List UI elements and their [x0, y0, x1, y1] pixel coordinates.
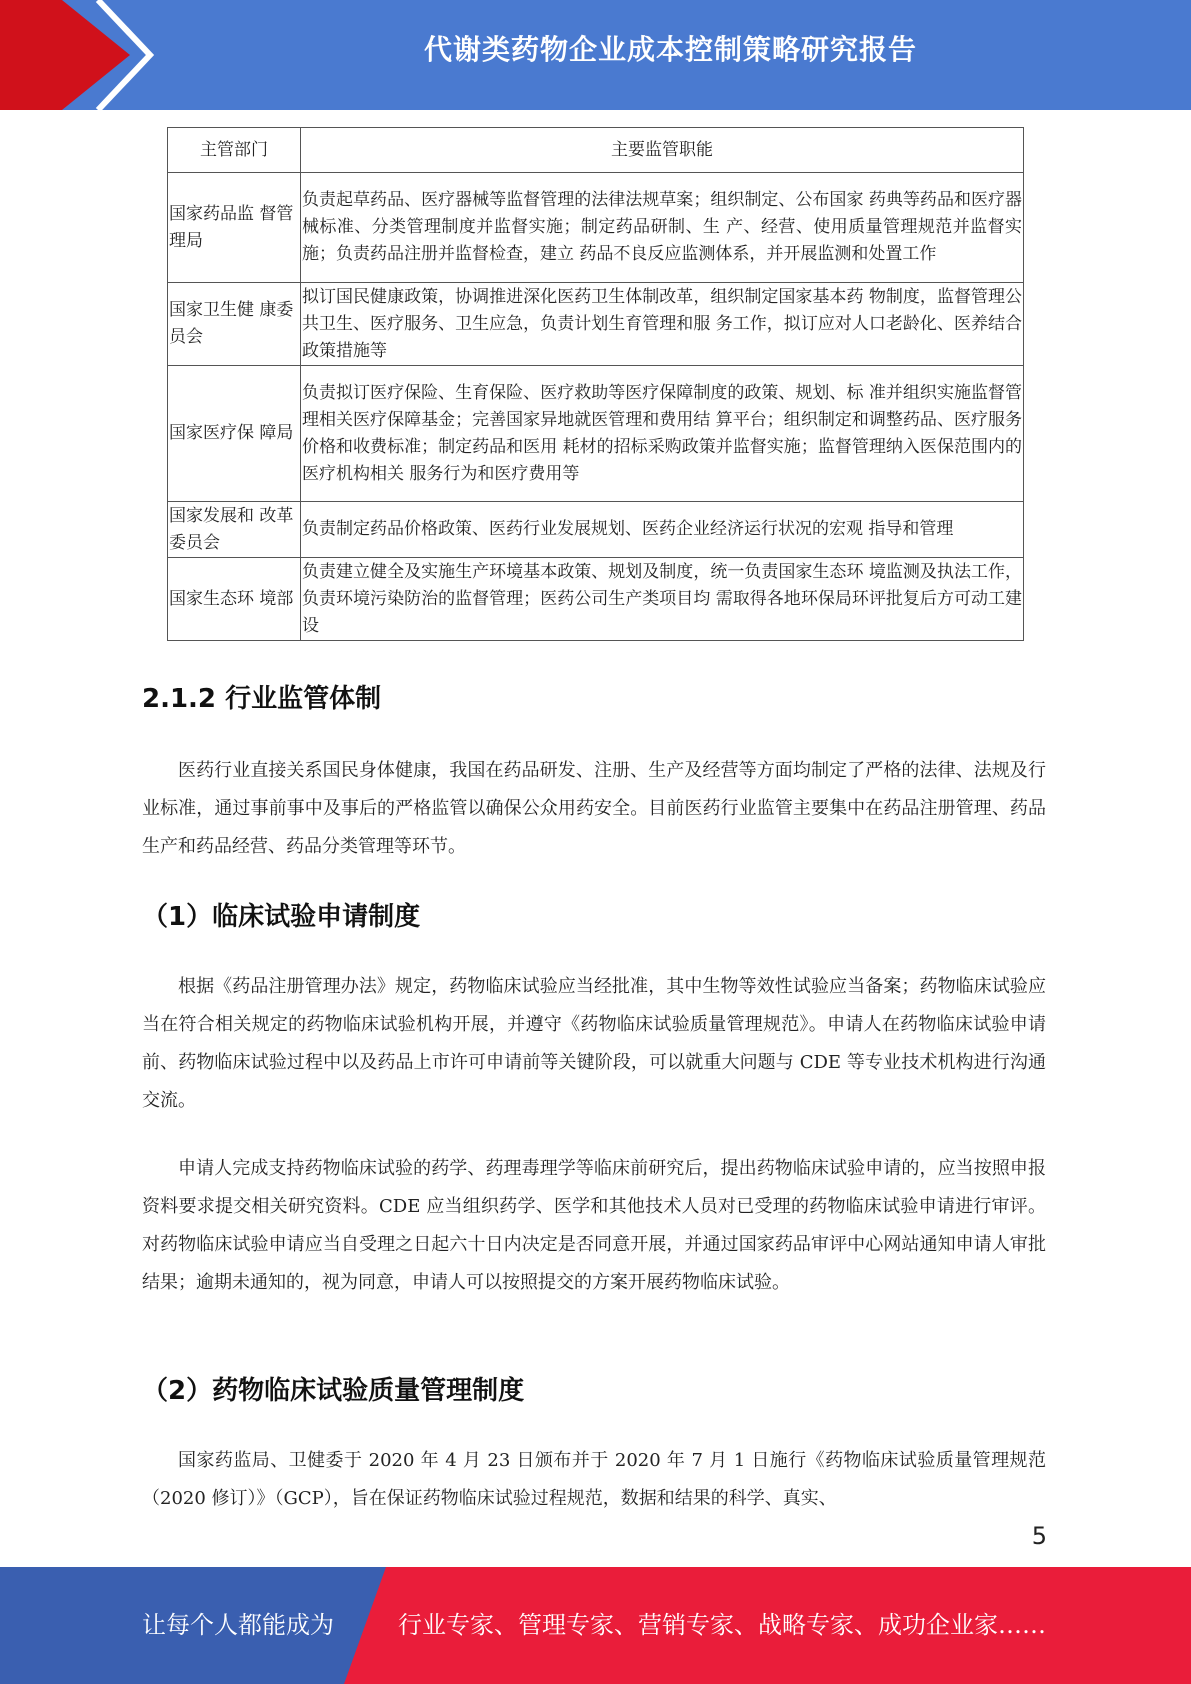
footer-slogan-right: 行业专家、管理专家、营销专家、战略专家、成功企业家…… — [398, 1611, 1046, 1639]
subsection-paragraph: 根据《药品注册管理办法》规定，药物临床试验应当经批准，其中生物等效性试验应当备案；药物临床试验应当在符合相关规定的药物临床试验机构开展，并遵守《药物临床试验质量管理规范》。申请人在药物临床试验申请前、药物临床试验过程中以及药品上市许可申请前等关键阶段，可以就重大问题与 CDE 等专业技术机构进行沟通交流。 — [142, 976, 1046, 1111]
subsection-paragraph: 申请人完成支持药物临床试验的药学、药理毒理学等临床前研究后，提出药物临床试验申请的，应当按照申报资料要求提交相关研究资料。CDE 应当组织药学、医学和其他技术人员对已受理的药物临床试验申请进行审评。对药物临床试验申请应当自受理之日起六十日内决定是否同意开展，并通过国家药品审评中心网站通知申请人审批结果；逾期未通知的，视为同意，申请人可以按照提交的方案开展药物临床试验。 — [142, 1158, 1046, 1293]
duty-cell: 负责起草药品、医疗器械等监督管理的法律法规草案；组织制定、公布国家 药典等药品和医疗器械标准、分类管理制度并监督实施；制定药品研制、生 产、经营、使用质量管理规范并监督实施；负责药品注册并监督检查，建立 药品不良反应监测体系，并开展监测和处置工作 — [301, 173, 1024, 283]
dept-cell: 国家卫生健 康委员会 — [168, 283, 301, 366]
footer-slogan-left: 让每个人都能成为 — [142, 1611, 334, 1639]
table-row — [168, 173, 1024, 283]
dept-cell: 国家生态环 境部 — [168, 558, 301, 641]
subsection-paragraph: 国家药监局、卫健委于 2020 年 4 月 23 日颁布并于 2020 年 7 月 1 日施行《药物临床试验质量管理规范（2020 修订）》（GCP），旨在保证药物临床试验过程规范，数据和结果的科学、真实、 — [142, 1450, 1046, 1509]
table-row — [168, 366, 1024, 502]
table-row — [168, 558, 1024, 641]
table-header-dept: 主管部门 — [168, 128, 301, 173]
table-header-row — [168, 128, 1024, 173]
dept-cell: 国家医疗保 障局 — [168, 366, 301, 502]
table-header-duty: 主要监管职能 — [301, 128, 1024, 173]
duty-cell: 负责拟订医疗保险、生育保险、医疗救助等医疗保障制度的政策、规划、标 准并组织实施监督管理相关医疗保障基金；完善国家异地就医管理和费用结 算平台；组织制定和调整药品、医疗服务价格和收费标准；制定药品和医用 耗材的招标采购政策并监督实施；监督管理纳入医保范围内的医疗机构相关 服务行为和医疗费用等 — [301, 366, 1024, 502]
page-footer — [0, 1567, 1191, 1684]
section-heading: 2.1.2 行业监管体制 — [142, 684, 382, 714]
subsection-heading: （1）临床试验申请制度 — [142, 902, 421, 932]
duty-cell: 负责建立健全及实施生产环境基本政策、规划及制度，统一负责国家生态环 境监测及执法工作，负责环境污染防治的监督管理；医药公司生产类项目均 需取得各地环保局环评批复后方可动工建设 — [301, 558, 1024, 641]
table-row — [168, 502, 1024, 558]
page-number: 5 — [1031, 1522, 1047, 1550]
page-header — [0, 0, 1191, 110]
dept-cell: 国家药品监 督管理局 — [168, 173, 301, 283]
duty-cell: 拟订国民健康政策，协调推进深化医药卫生体制改革，组织制定国家基本药 物制度，监督管理公共卫生、医疗服务、卫生应急，负责计划生育管理和服 务工作，拟订应对人口老龄化、医养结合政策措施等 — [301, 283, 1024, 366]
section-paragraph: 医药行业直接关系国民身体健康，我国在药品研发、注册、生产及经营等方面均制定了严格的法律、法规及行业标准，通过事前事中及事后的严格监管以确保公众用药安全。目前医药行业监管主要集中在药品注册管理、药品生产和药品经营、药品分类管理等环节。 — [142, 760, 1046, 857]
header-title: 代谢类药物企业成本控制策略研究报告 — [423, 33, 917, 66]
dept-cell: 国家发展和 改革委员会 — [168, 502, 301, 558]
regulator-table — [167, 127, 1024, 641]
subsection-heading: （2）药物临床试验质量管理制度 — [142, 1376, 525, 1406]
table-row — [168, 283, 1024, 366]
duty-cell: 负责制定药品价格政策、医药行业发展规划、医药企业经济运行状况的宏观 指导和管理 — [301, 502, 1024, 558]
